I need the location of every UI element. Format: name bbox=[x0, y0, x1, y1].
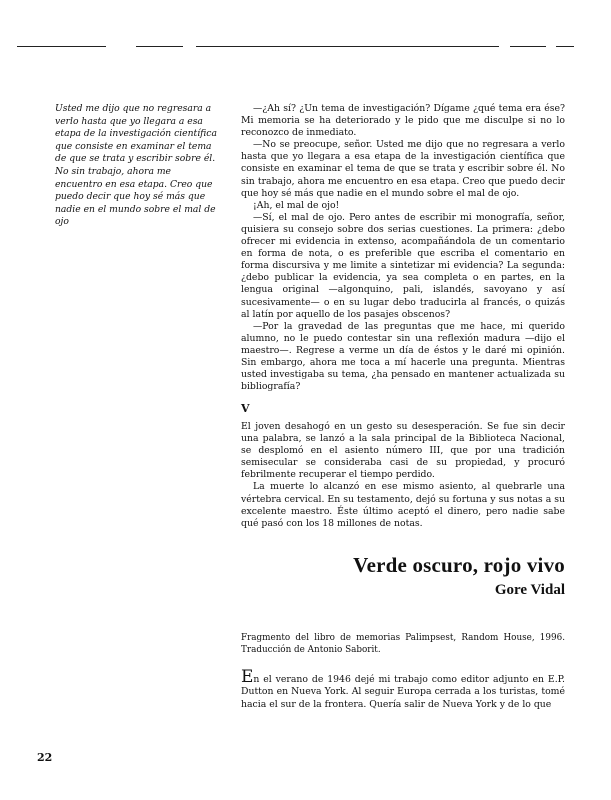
pull-quote: Usted me dijo que no regresara a verlo hasta que yo llegara a esa etapa de la investigación científica que consiste en examinar el tema de que se trata y escribir sobre él. No sin trabajo, ahora me encuentro en esa etapa. Creo que puedo decir que hoy sé más que nadie en el mundo sobre el mal de ojo bbox=[55, 103, 217, 228]
section-numeral: V bbox=[241, 402, 250, 415]
article-author: Gore Vidal bbox=[494, 582, 565, 598]
dialogue-paragraph: ¡Ah, el mal de ojo! bbox=[253, 199, 340, 211]
opening-text: n el verano de 1946 dejé mi trabajo como editor adjunto en E.P. Dutton en Nueva York. Al seguir Europa cerrada a los turistas, tomé hacia el sur de la frontera. Quería salir de Nueva York y de lo que bbox=[241, 674, 565, 710]
header-rule bbox=[510, 46, 546, 47]
dialogue-paragraph: —Sí, el mal de ojo. Pero antes de escribir mi monografía, señor, quisiera su consejo sobre dos serias cuestiones. La primera: ¿debo ofrecer mi evidencia in extenso, acompañándola de un comentario en forma de nota, o es preferible que escriba el comentario en forma discursiva y me limite a sintetizar mi evidencia? La segunda: ¿debo publicar la evidencia, ya sea completa o en partes, en la lengua original —algonquino, pali, islandés, savoyano y así sucesivamente— o en su lugar debo traducirla al francés, o quizás al latín por aquello de los pasajes obscenos? bbox=[241, 211, 565, 320]
dialogue-paragraph: —Por la gravedad de las preguntas que me hace, mi querido alumno, no le puedo contestar sin una reflexión madura —dijo el maestro—. Regrese a verme un día de éstos y le daré mi opinión. Sin embargo, ahora me toca a mí hacerle una pregunta. Mientras usted investigaba su tema, ¿ha pensado en mantener actualizada su bibliografía? bbox=[241, 320, 565, 393]
opening-paragraph bbox=[241, 667, 565, 711]
header-rule bbox=[136, 46, 183, 47]
dialogue-block bbox=[241, 103, 565, 393]
section-body bbox=[241, 421, 565, 530]
page-number: 22 bbox=[37, 751, 53, 764]
source-note: Fragmento del libro de memorias Palimpsest, Random House, 1996. Traducción de Antonio Saborit. bbox=[241, 633, 565, 655]
drop-cap: E bbox=[241, 667, 254, 687]
section-paragraph: El joven desahogó en un gesto su desesperación. Se fue sin decir una palabra, se lanzó a la sala principal de la Biblioteca Nacional, se desplomó en el asiento número III, que por una tradición semisecular se consideraba casi de su propiedad, y procuró febrilmente recuperar el tiempo perdido. bbox=[241, 421, 565, 481]
header-rule bbox=[196, 46, 499, 47]
dialogue-paragraph: —No se preocupe, señor. Usted me dijo que no regresara a verlo hasta que yo llegara a esa etapa de la investigación científica que consiste en examinar el tema de que se trata y escribir sobre él. No sin trabajo, ahora me encuentro en esa etapa. Creo que puedo decir que hoy sé más que nadie en el mundo sobre el mal de ojo. bbox=[241, 139, 565, 199]
header-rule bbox=[556, 46, 574, 47]
header-rule bbox=[17, 46, 106, 47]
section-paragraph: La muerte lo alcanzó en ese mismo asiento, al quebrarle una vértebra cervical. En su testamento, dejó su fortuna y sus notas a su excelente maestro. Éste último aceptó el dinero, pero nadie sabe qué pasó con los 18 millones de notas. bbox=[241, 481, 565, 529]
dialogue-paragraph: —¿Ah sí? ¿Un tema de investigación? Dígame ¿qué tema era ése? Mi memoria se ha deteriorado y le pido que me disculpe si no lo reconozco de inmediato. bbox=[241, 103, 565, 139]
article-title: Verde oscuro, rojo vivo bbox=[353, 553, 565, 577]
